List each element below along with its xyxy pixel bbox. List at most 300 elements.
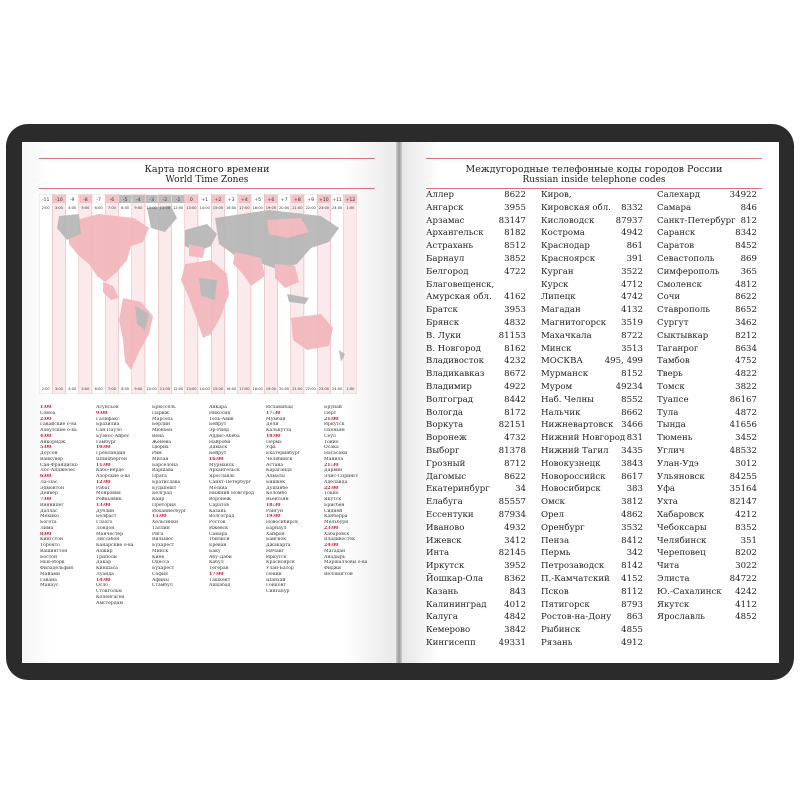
city-code: 342	[626, 548, 643, 559]
timezone-city: Коломбо	[266, 491, 288, 497]
timezone-city: Москва	[209, 485, 228, 491]
city-code: 4832	[504, 318, 526, 328]
timezone-city: Братислава	[152, 479, 181, 485]
city-code: 8412	[621, 535, 643, 546]
city-code: 34922	[729, 190, 757, 200]
timezone-city: Гамбург	[96, 439, 117, 445]
left-header-rule-bottom	[39, 188, 375, 189]
timezone-city: Бостон	[40, 554, 58, 560]
timezone-city: Нижний Новгород	[209, 491, 255, 497]
timezone-city: Гавайские о-ва	[40, 422, 77, 428]
timezone-city: Йоханнесбург	[152, 508, 187, 514]
city-code: 49234	[615, 382, 643, 392]
timezone-time-heading: 19:00	[266, 514, 281, 520]
city-code: 8793	[621, 599, 643, 610]
city-code: 8452	[735, 241, 757, 252]
city-name: Екатеринбург	[426, 484, 490, 495]
timezone-time-label: 18:00	[252, 387, 263, 391]
city-name: Кировская обл.	[541, 202, 611, 213]
city-code: 8634	[735, 343, 757, 354]
timezone-city: Красноярск	[266, 560, 295, 566]
city-code: 4742	[621, 292, 643, 303]
city-name: Дагомыс	[426, 471, 467, 482]
timezone-city: Пермь	[266, 439, 282, 445]
timezone-city: Исламабад	[266, 405, 293, 410]
city-name: Севастополь	[657, 254, 715, 264]
timezone-time-heading: 9:00	[96, 410, 108, 416]
timezone-time-label-top: 8:00	[121, 206, 130, 210]
timezone-offset-label: -11	[41, 198, 50, 204]
city-name: Тверь	[657, 369, 683, 380]
timezone-city: Тель-Авив	[209, 416, 234, 422]
timezone-city: Стамбул	[152, 583, 173, 589]
timezone-time-label: 4:00	[68, 387, 77, 391]
timezone-time-heading: 12:00	[96, 479, 111, 485]
city-name: Курган	[541, 266, 574, 277]
timezone-city: Ташкент	[209, 577, 231, 583]
city-code: 4942	[621, 228, 643, 239]
timezone-time-heading: 24:00	[324, 543, 339, 548]
timezone-time-label-top: 2:00	[41, 206, 50, 210]
city-name: Ростов-на-Дону	[541, 612, 612, 623]
city-name: Владивосток	[426, 356, 485, 367]
city-code: 87934	[498, 510, 526, 520]
city-name: Иркутск	[426, 561, 465, 572]
city-code: 351	[740, 535, 757, 546]
timezone-city: Копенгаген	[96, 594, 125, 600]
timezone-offset-label: +4	[240, 198, 248, 204]
city-code: 34	[515, 484, 526, 495]
city-code: 82145	[498, 548, 526, 559]
timezone-column-3	[152, 405, 210, 589]
city-name: Новосибирск	[541, 484, 601, 495]
timezone-time-label: 3:00	[54, 387, 63, 391]
timezone-city: Париж	[152, 410, 169, 416]
city-code: 4112	[735, 599, 757, 610]
timezone-city: Будапешт	[152, 485, 177, 491]
timezone-time-label-top: 1:00	[346, 206, 355, 210]
city-code: 3952	[504, 561, 526, 572]
timezone-city: Ижевск	[209, 525, 228, 531]
timezone-city: Филадельфия	[40, 566, 74, 571]
timezone-city: Баку	[209, 548, 221, 554]
timezone-time-heading: 17:30	[266, 410, 281, 416]
city-code: 4822	[735, 369, 757, 380]
timezone-city: Рангун	[266, 508, 284, 514]
timezone-time-label-top: 10:00	[146, 206, 157, 210]
timezone-column-4	[209, 405, 267, 589]
timezone-time-label-top: 5:00	[81, 206, 90, 210]
timezone-city: Глазго	[96, 520, 113, 525]
city-name: Псков	[541, 586, 569, 597]
timezone-time-label: 14:00	[199, 387, 210, 391]
timezone-time-label-top: 21:00	[292, 206, 303, 210]
timezone-time-label-top: 6:00	[94, 206, 103, 210]
city-code: 8342	[735, 228, 757, 239]
timezone-city: Берлин	[152, 422, 171, 428]
city-name: Воркута	[426, 420, 464, 431]
city-code: 83147	[498, 215, 526, 226]
city-code: 3462	[735, 318, 757, 328]
timezone-city: Пекин	[266, 571, 282, 577]
city-name: Калининград	[426, 599, 487, 610]
city-code: 81153	[498, 330, 526, 341]
city-name: Ярославль	[657, 612, 705, 623]
timezone-city: Астана	[266, 462, 284, 468]
city-code: 8662	[621, 407, 643, 418]
city-code: 4912	[621, 638, 643, 648]
city-name: Новокузнецк	[541, 458, 601, 469]
city-code: 82147	[729, 497, 757, 508]
timezone-city: Афины	[152, 577, 169, 583]
timezone-city: Сидней	[324, 508, 343, 514]
city-code: 4852	[735, 612, 757, 623]
city-code: 4152	[621, 574, 643, 584]
city-name: Ю.-Сахалинск	[657, 586, 722, 597]
timezone-time-label-top: 16:00	[225, 206, 237, 210]
timezone-city: Денвер	[40, 491, 58, 497]
city-code: 4812	[735, 279, 757, 290]
city-code: 81378	[498, 446, 526, 456]
city-name: Чебоксары	[657, 522, 707, 533]
city-name: Новороссийск	[541, 471, 606, 482]
city-code: 3522	[621, 266, 643, 277]
city-code: 8362	[504, 574, 526, 584]
city-name: Курск	[541, 279, 569, 290]
timezone-city: Новосибирск	[266, 520, 298, 525]
timezone-offset-label: -6	[109, 198, 115, 204]
timezone-city: Дакар	[96, 560, 112, 566]
city-name: Кисловодск	[541, 215, 595, 226]
timezone-city: Рим	[152, 451, 162, 456]
timezone-city: Гонконг	[266, 583, 286, 589]
city-code: 8672	[504, 369, 526, 380]
city-code: 85557	[498, 497, 526, 508]
timezone-column-2	[96, 405, 154, 606]
timezone-city: Ашхабад	[209, 583, 231, 589]
city-name: Саранск	[657, 228, 696, 239]
timezone-city: Перт	[324, 410, 337, 416]
timezone-city: Магадан	[324, 548, 346, 554]
timezone-strip	[172, 194, 185, 394]
timezone-offset-label: -8	[83, 198, 88, 204]
timezone-city: Женева	[152, 439, 171, 445]
city-code: 3822	[735, 382, 757, 392]
city-name: Якутск	[657, 599, 690, 610]
timezone-city: Манаус	[40, 583, 59, 589]
timezone-time-label: 5:00	[81, 387, 90, 391]
city-name: Пермь	[541, 548, 571, 559]
timezone-city: Белфаст	[96, 514, 117, 520]
timezone-city: Уфа	[266, 445, 276, 451]
city-name: Барнаул	[426, 254, 465, 264]
timezone-city: Джакарта	[266, 543, 291, 548]
city-name: Ангарск	[426, 202, 464, 213]
timezone-city: Сингапур	[266, 589, 290, 594]
timezone-time-heading: 21:30	[324, 462, 339, 468]
timezone-city: Вильнюс	[152, 537, 174, 543]
city-name: Елабуга	[426, 497, 463, 508]
timezone-time-heading: 18:30	[266, 502, 281, 508]
timezone-city: Саратов	[209, 502, 229, 508]
timezone-time-label-top: 14:00	[199, 206, 210, 210]
timezone-time-label-top: 23:00	[318, 206, 330, 210]
city-code: 869	[740, 254, 757, 264]
city-name: Уфа	[657, 484, 676, 495]
city-name: Санкт-Петербург	[657, 215, 736, 226]
city-code: 3842	[504, 625, 526, 636]
city-name: Ульяновск	[657, 471, 705, 482]
city-name: Нижний Тагил	[541, 446, 609, 456]
timezone-city: Хабаровск	[324, 531, 350, 537]
timezone-offset-label: +3	[227, 198, 235, 204]
city-name: Владикавказ	[426, 369, 485, 380]
city-name: Магнитогорск	[541, 318, 607, 328]
city-name: Рязань	[541, 638, 573, 648]
city-name: Тында	[657, 420, 686, 431]
timezone-city: Аддис-Абеба	[209, 433, 240, 439]
timezone-time-heading: 15:00	[152, 514, 167, 520]
city-name: Самара	[657, 202, 692, 213]
timezone-time-heading: 23:00	[324, 525, 339, 531]
city-name: Инта	[426, 548, 450, 559]
city-code: 4752	[735, 356, 757, 367]
timezone-city: Виннипег	[40, 502, 64, 508]
timezone-city: Алжир	[96, 548, 113, 554]
city-name: Волгоград	[426, 394, 474, 405]
timezone-city: Стокгольм	[96, 589, 122, 594]
timezone-city: Бишкек	[266, 479, 286, 485]
timezone-time-label: 24:00	[331, 387, 343, 391]
timezone-offset-label: +9	[307, 198, 315, 204]
city-code: 4842	[504, 612, 526, 623]
timezone-time-label-top: 11:00	[159, 206, 171, 210]
timezone-offset-label: -2	[162, 198, 168, 204]
timezone-city: Манчестер	[96, 531, 124, 537]
timezone-offset-label: -5	[122, 198, 128, 204]
city-code: 843	[509, 586, 526, 597]
city-code: 863	[626, 612, 643, 623]
city-code: 3812	[621, 497, 643, 508]
city-code: 4855	[621, 625, 643, 636]
timezone-city: Аделаида	[324, 479, 348, 485]
city-name: Кострома	[541, 228, 585, 239]
city-code: 846	[740, 202, 757, 213]
city-code: 4212	[735, 510, 757, 520]
city-code: 3953	[504, 305, 526, 316]
city-name: Кингисепп	[426, 638, 476, 648]
timezone-city: Самара	[209, 531, 228, 537]
timezone-city: Анкара	[209, 405, 227, 410]
timezone-city: Мехико	[40, 514, 59, 520]
city-name: Орел	[541, 510, 565, 520]
city-code: 8152	[621, 369, 643, 380]
timezone-city: Луанда	[96, 571, 114, 577]
city-code: 4232	[504, 356, 526, 367]
timezone-city: Лос-Анджелес	[40, 468, 76, 474]
timezone-city: Осака	[324, 445, 339, 451]
timezone-title-ru: Карта поясного времени	[144, 164, 270, 175]
city-name: Выборг	[426, 446, 460, 456]
timezone-time-label-top: 12:00	[172, 206, 184, 210]
city-name: Омск	[541, 497, 565, 508]
timezone-time-label: 2:00	[41, 387, 50, 391]
city-name: Сочи	[657, 292, 681, 303]
city-name: Брянск	[426, 318, 460, 328]
city-name: Оренбург	[541, 522, 585, 533]
timezone-time-label-top: 3:00	[54, 206, 63, 210]
timezone-city: Белград	[152, 491, 172, 497]
city-name: Тамбов	[657, 356, 690, 367]
timezone-city: Абу-Даби	[209, 554, 232, 560]
timezone-time-heading: 8:00	[40, 531, 52, 537]
city-name: П.-Камчатский	[541, 574, 610, 584]
timezone-city: Найроби	[209, 439, 231, 445]
city-name: Казань	[426, 586, 458, 597]
city-name: Саратов	[657, 241, 695, 252]
city-name: Симферополь	[657, 266, 720, 277]
city-name: Краснодар	[541, 241, 590, 252]
timezone-city: Бейрут	[209, 422, 227, 428]
city-code: 4862	[621, 510, 643, 520]
city-code: 8512	[504, 241, 526, 252]
city-name: Челябинск	[657, 535, 707, 546]
city-code: 3513	[621, 343, 643, 354]
timezone-city: Прага	[152, 474, 167, 479]
timezone-city: Лондон	[96, 525, 115, 531]
city-code: 861	[626, 241, 643, 252]
timezone-city: Дамаск	[209, 445, 228, 451]
city-code: 35164	[729, 484, 757, 495]
city-name: Арзамас	[426, 215, 465, 226]
timezone-offset-label: +5	[254, 198, 262, 204]
timezone-city: Ереван	[209, 543, 227, 548]
timezone-time-label: 15:00	[212, 387, 224, 391]
timezone-offset-label: -3	[149, 198, 154, 204]
timezone-city: Токио	[324, 491, 339, 497]
timezone-column-5	[266, 405, 324, 595]
timezone-time-heading: 18:00	[266, 433, 281, 439]
timezone-city: Ярославль	[209, 474, 235, 479]
timezone-city: Претория	[152, 502, 176, 508]
timezone-city: Амстердам	[96, 600, 123, 606]
city-name: Ставрополь	[657, 305, 711, 316]
timezone-city: Азорские о-ва	[96, 474, 131, 479]
timezone-time-label-top: 19:00	[265, 206, 277, 210]
city-code: 812	[740, 215, 757, 226]
timezone-time-label-top: 9:00	[134, 206, 143, 210]
city-code: 8722	[621, 330, 643, 341]
city-code: 4162	[504, 292, 526, 303]
timezone-city: Дублин	[96, 508, 115, 514]
timezone-city: Одесса	[152, 560, 170, 566]
timezone-city: Челябинск	[266, 456, 293, 462]
timezone-city: Шпицберген	[96, 456, 127, 462]
timezone-city: Хайфон	[266, 531, 285, 537]
city-code: 3519	[621, 318, 643, 328]
timezone-city: Эр-Рияд	[209, 428, 229, 433]
timezone-city: Волгоград	[209, 514, 235, 520]
timezone-city: Таллин	[152, 525, 170, 531]
timezone-city: Мурманск	[209, 462, 235, 468]
world-timezone-map	[39, 194, 357, 394]
city-code: 4932	[504, 522, 526, 533]
city-code: 383	[626, 484, 643, 495]
timezone-time-heading: 11:00	[96, 462, 111, 468]
city-code: 3955	[504, 202, 526, 213]
city-code: 3452	[735, 433, 757, 444]
timezone-city: Асунсьон	[96, 405, 119, 410]
timezone-city: Гренландия	[96, 451, 126, 456]
timezone-time-label: 19:00	[265, 387, 277, 391]
city-name: Мурманск	[541, 369, 589, 380]
timezone-time-heading: 5:00	[40, 445, 52, 451]
timezone-offset-label: -7	[96, 198, 101, 204]
timezone-time-heading: 7:00	[40, 497, 52, 502]
timezone-city: Веллингтон	[324, 571, 353, 577]
timezone-offset-label: +7	[280, 198, 288, 204]
city-name: Киров,	[541, 190, 572, 200]
timezone-offset-label: +11	[332, 198, 342, 204]
city-name: Благовещенск,	[426, 279, 495, 290]
city-name: Тюмень	[657, 433, 693, 444]
timezone-city: Анадырь	[324, 554, 346, 560]
city-name: В. Новгород	[426, 343, 481, 354]
timezone-city: Майами	[40, 571, 60, 577]
timezone-city: Тбилиси	[209, 537, 230, 543]
timezone-city: Ла-Пас	[40, 479, 58, 485]
timezone-city: Барнаул	[266, 525, 287, 531]
city-code: 3012	[735, 458, 757, 469]
city-code: 4242	[735, 586, 757, 597]
timezone-city: Эдмонтон	[40, 485, 65, 491]
timezone-city: Даллас	[40, 508, 58, 514]
right-header-rule-top	[426, 158, 762, 159]
city-name: Минск	[541, 343, 572, 354]
timezone-offset-label: 0	[189, 198, 193, 204]
timezone-city: Гавана	[40, 577, 57, 583]
timezone-city: Никосия	[209, 410, 231, 416]
timezone-city: Ванкувер	[40, 456, 63, 462]
city-name: Астрахань	[426, 241, 474, 252]
timezone-city: Воронеж	[209, 497, 231, 502]
city-name: Наб. Челны	[541, 394, 595, 405]
timezone-column-6	[324, 405, 382, 578]
timezone-city: Брисбен	[324, 502, 345, 508]
city-name: Смоленск	[657, 279, 702, 290]
city-code: 82151	[498, 420, 526, 431]
city-name: Пенза	[541, 535, 570, 546]
timezone-city: Сан Пауло	[96, 428, 122, 433]
city-code: 87937	[615, 215, 643, 226]
city-code: 3466	[621, 420, 643, 431]
city-name: Грозный	[426, 458, 466, 469]
timezone-city: Марсель	[152, 416, 174, 422]
timezone-time-heading: 10:00	[96, 445, 111, 451]
timezone-city: Сан-Франциско	[40, 462, 78, 468]
city-code: 8332	[621, 202, 643, 213]
city-code: 4012	[504, 599, 526, 610]
timezone-time-label: 8:00	[121, 387, 130, 391]
city-name: Ухта	[657, 497, 678, 508]
timezone-city: Архангельск	[209, 468, 240, 474]
timezone-offset-label: -4	[136, 198, 141, 204]
timezone-time-label: 7:00	[107, 387, 116, 391]
city-code: 8712	[504, 458, 526, 469]
city-code: 8622	[504, 190, 526, 200]
timezone-city: Галифакс	[96, 416, 120, 422]
timezone-city: Нячанг	[266, 548, 285, 554]
